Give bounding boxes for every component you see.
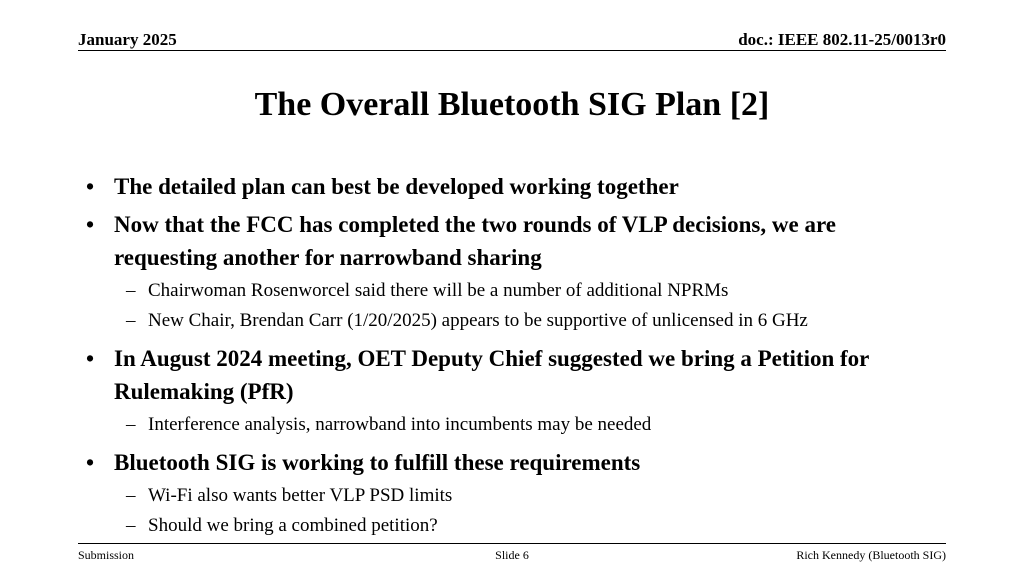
dash-icon: – [126,280,136,301]
bullet-dot-icon: • [86,212,95,237]
bullet-dot-icon: • [86,174,95,199]
bullet-text: The detailed plan can best be developed working together [114,174,679,199]
footer-author: Rich Kennedy (Bluetooth SIG) [796,548,946,562]
dash-icon: – [126,414,136,435]
footer-divider [78,543,946,544]
sub-bullet-item [114,306,940,336]
bullet-text: Bluetooth SIG is working to fulfill these requirements [114,450,641,475]
bullet-text: In August 2024 meeting, OET Deputy Chief suggested we bring a Petition for Rulemaking (PfR) [114,346,869,404]
dash-icon: – [126,485,136,506]
sub-bullet-text: Should we bring a combined petition? [148,515,438,536]
sub-bullet-text: Interference analysis, narrowband into incumbents may be needed [148,414,652,435]
bullet-list [80,170,940,547]
footer-slide-number: Slide 6 [495,548,529,562]
dash-icon: – [126,310,136,331]
sub-bullet-text: Chairwoman Rosenworcel said there will be a number of additional NPRMs [148,280,729,301]
bullet-dot-icon: • [86,450,95,475]
sub-bullet-item [114,410,940,440]
sub-bullet-item [114,481,940,511]
bullet-item [80,208,940,336]
sub-bullet-item [114,511,940,541]
sub-bullet-item [114,276,940,306]
dash-icon: – [126,515,136,536]
sub-bullet-text: Wi-Fi also wants better VLP PSD limits [148,485,453,506]
footer-submission: Submission [78,548,135,562]
bullet-text: Now that the FCC has completed the two rounds of VLP decisions, we are requesting another for narrowband sharing [114,212,836,270]
header-divider [78,50,946,51]
bullet-item [80,446,940,541]
header-doc-id: doc.: IEEE 802.11-25/0013r0 [738,30,946,49]
sub-bullet-text: New Chair, Brendan Carr (1/20/2025) appears to be supportive of unlicensed in 6 GHz [148,310,808,331]
bullet-item [80,170,940,203]
sub-bullet-list [114,276,940,336]
bullet-dot-icon: • [86,346,95,371]
bullet-item [80,342,940,440]
slide-title: The Overall Bluetooth SIG Plan [2] [254,86,770,123]
sub-bullet-list [114,481,940,541]
header-date: January 2025 [78,30,177,49]
sub-bullet-list [114,410,940,440]
